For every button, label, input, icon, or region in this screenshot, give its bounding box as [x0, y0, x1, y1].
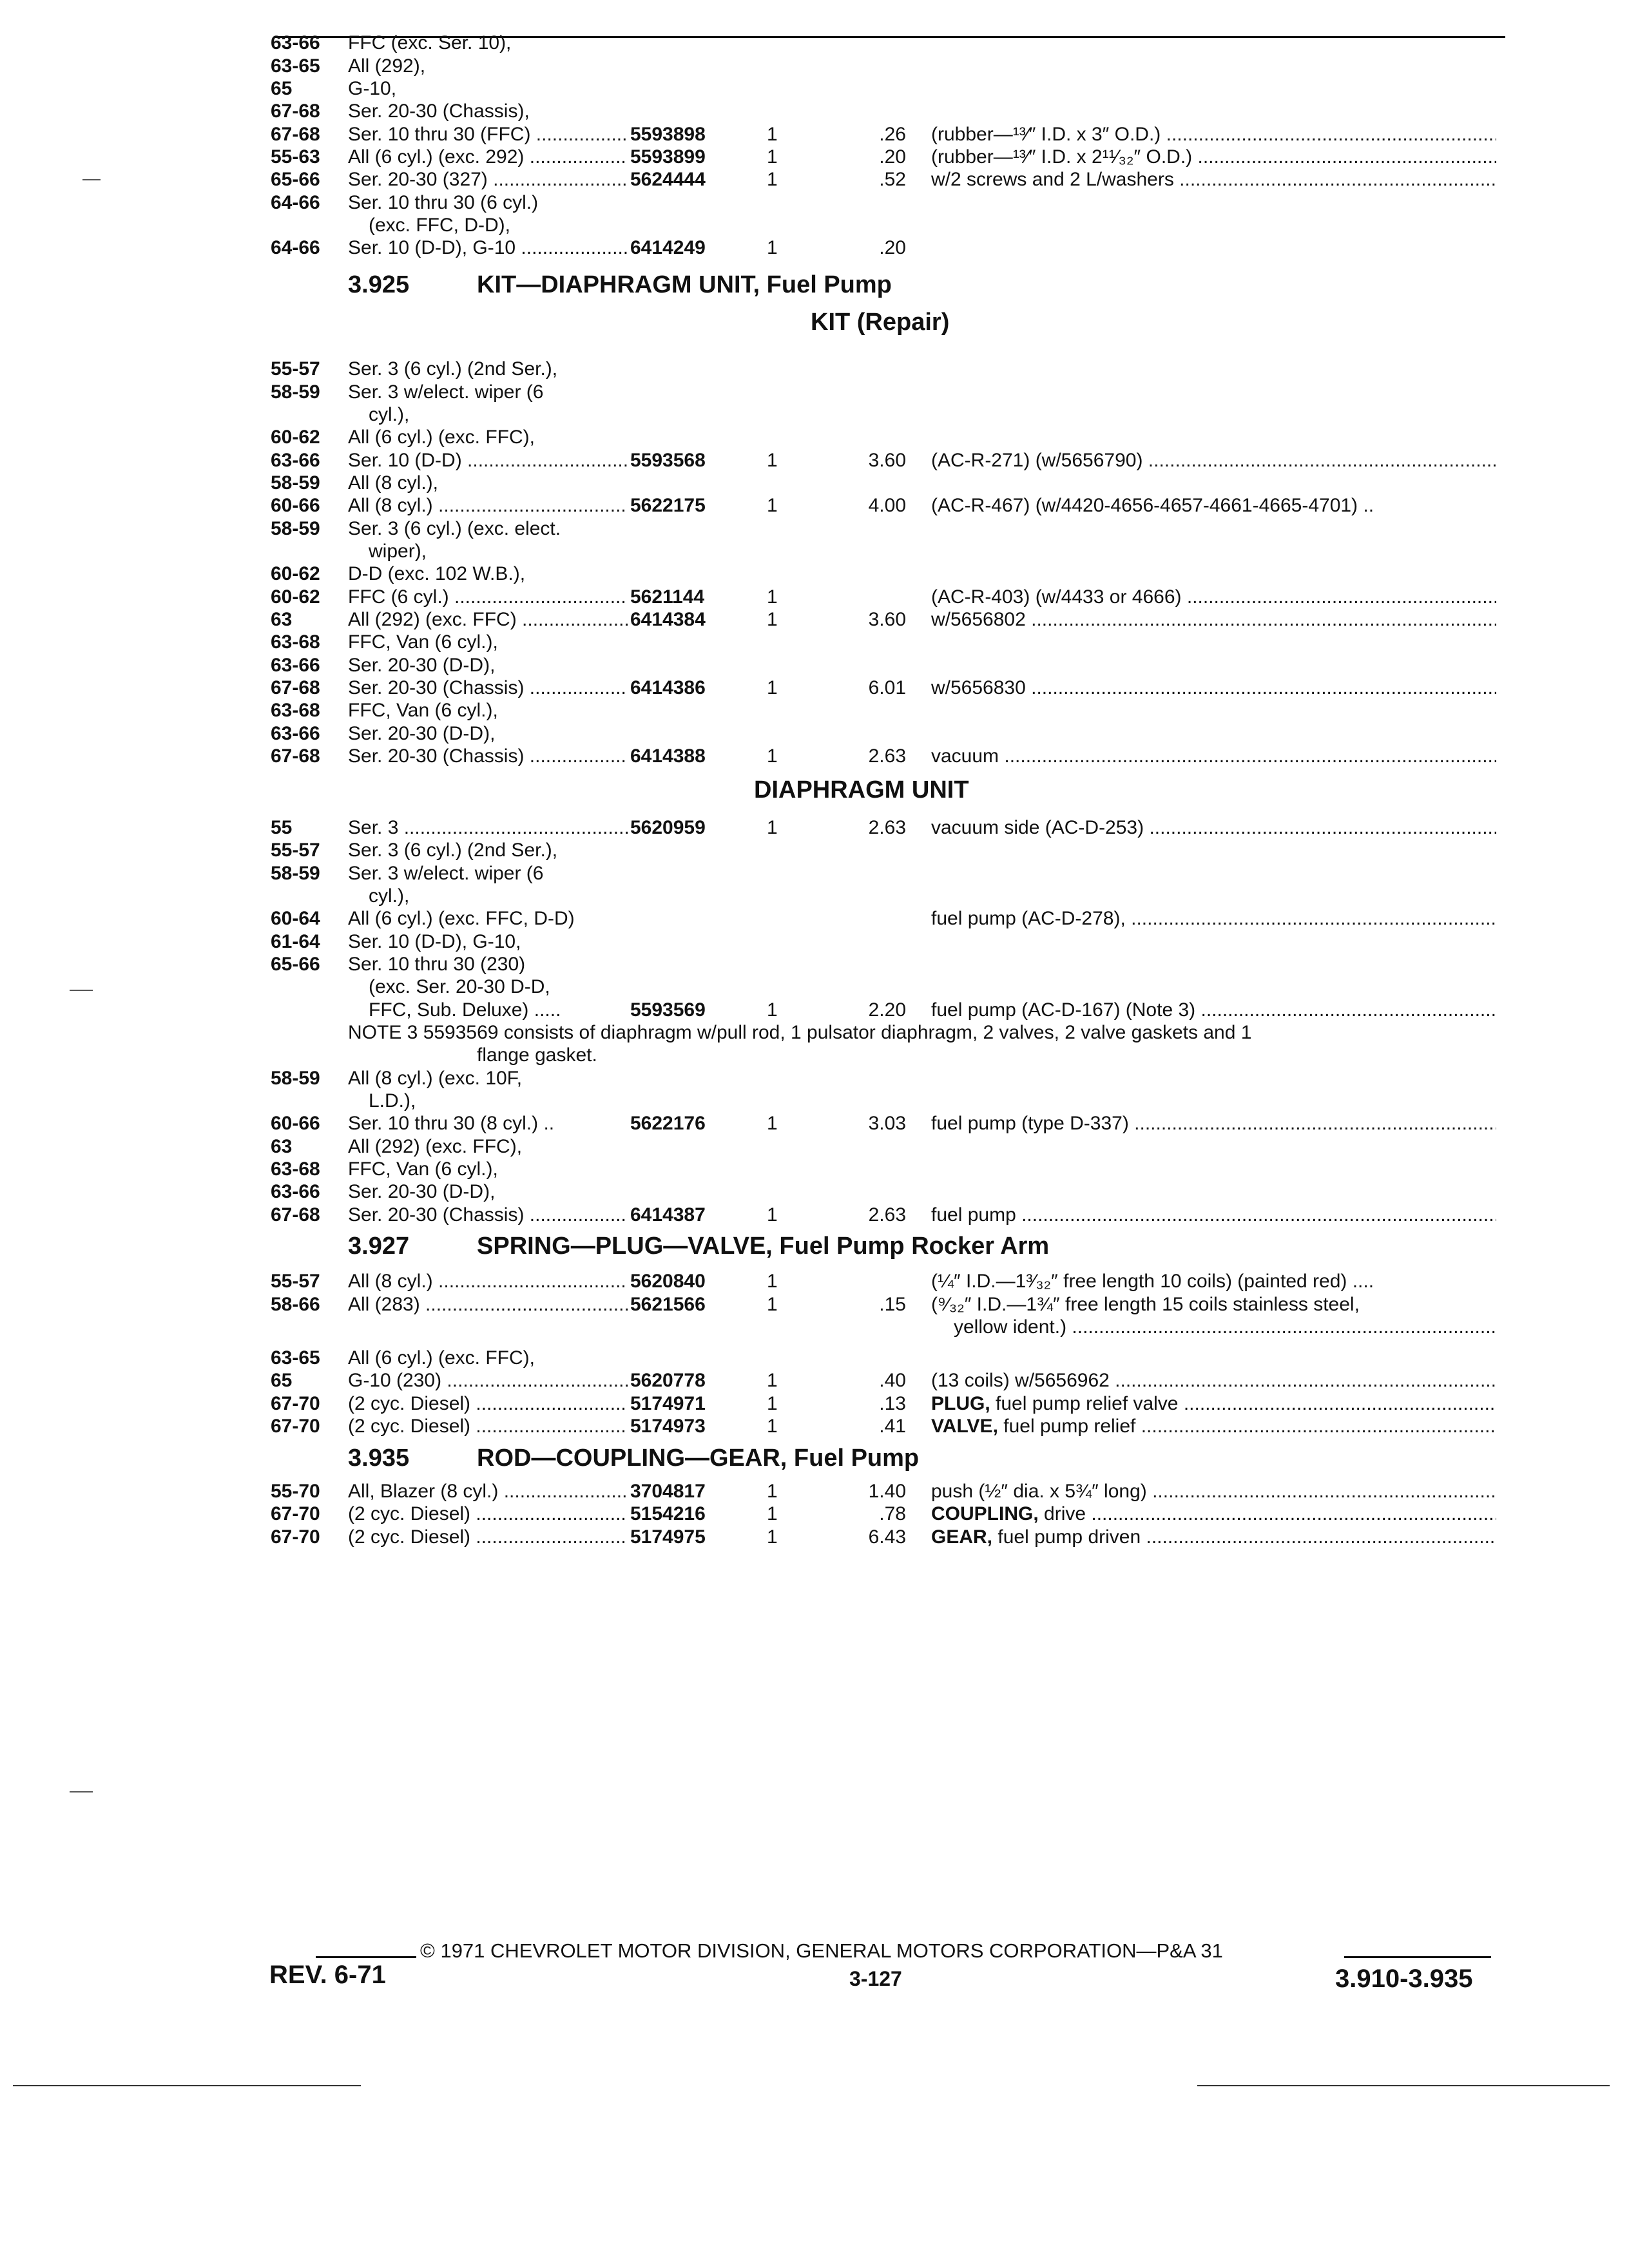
table-row: [0, 1181, 1629, 1203]
remarks-item-name: PLUG,: [931, 1393, 990, 1414]
note-row: [0, 1044, 1629, 1066]
note-text: flange gasket.: [477, 1044, 597, 1066]
table-row: [0, 215, 1629, 236]
table-row: [0, 169, 1629, 191]
part-number: 5622175: [630, 495, 706, 516]
application-description: Ser. 10 (D-D) .....: [348, 450, 628, 472]
remarks: [931, 1503, 1496, 1525]
application-description: Ser. 10 thru 30 (230): [348, 954, 526, 975]
table-row: [0, 1347, 1629, 1369]
quantity: 1: [767, 1503, 778, 1524]
model-years: 67-68: [271, 101, 320, 122]
list-price: .41: [879, 1416, 906, 1437]
table-row: [0, 518, 1629, 540]
footer-rule-right: [1344, 1956, 1491, 1958]
table-row: [0, 381, 1629, 403]
remarks: (AC-R-403) (w/4433 or 4666) .....: [931, 586, 1496, 608]
quantity: 1: [767, 586, 778, 608]
application-description: (2 cyc. Diesel) .....: [348, 1393, 628, 1415]
list-price: 4.00: [868, 495, 906, 516]
application-description: All, Blazer (8 cyl.) .....: [348, 1481, 628, 1503]
application-description-continued: wiper),: [369, 541, 427, 562]
model-years: 63-68: [271, 1158, 320, 1180]
model-years: 60-66: [271, 1113, 320, 1134]
table-row: [0, 1316, 1629, 1338]
list-price: 3.60: [868, 609, 906, 630]
remarks: w/5656802 .....: [931, 609, 1496, 631]
model-years: 60-62: [271, 586, 320, 608]
application-description: All (8 cyl.) .....: [348, 495, 628, 517]
margin-mark: [70, 1791, 93, 1792]
application-description: (2 cyc. Diesel) .....: [348, 1526, 628, 1548]
table-row: [0, 999, 1629, 1021]
application-description: All (292) (exc. FFC) .....: [348, 609, 628, 631]
table-row: [0, 840, 1629, 861]
quantity: 1: [767, 1481, 778, 1502]
quantity: 1: [767, 169, 778, 190]
table-row: [0, 1481, 1629, 1503]
quantity: 1: [767, 124, 778, 145]
model-years: 63: [271, 1136, 293, 1157]
table-row: [0, 1158, 1629, 1180]
table-row: [0, 55, 1629, 77]
application-description: Ser. 20-30 (Chassis),: [348, 101, 530, 122]
application-description: All (6 cyl.) (exc. FFC),: [348, 1347, 535, 1369]
application-description: Ser. 20-30 (327) .....: [348, 169, 628, 191]
section-number: 3.925: [348, 271, 410, 298]
model-years: 60-62: [271, 427, 320, 448]
list-price: 3.03: [868, 1113, 906, 1134]
application-description: Ser. 3 w/elect. wiper (6: [348, 863, 544, 884]
table-row: [0, 124, 1629, 146]
model-years: 60-66: [271, 495, 320, 516]
part-number: 5620959: [630, 817, 706, 838]
model-years: 67-70: [271, 1526, 320, 1548]
remarks-text: fuel pump driven: [998, 1526, 1141, 1548]
quantity: 1: [767, 146, 778, 168]
application-description: Ser. 10 thru 30 (8 cyl.) ..: [348, 1113, 555, 1134]
section-title: KIT—DIAPHRAGM UNIT, Fuel Pump: [477, 271, 892, 298]
application-description: FFC (exc. Ser. 10),: [348, 32, 512, 53]
footer-rule-left: [316, 1956, 416, 1958]
quantity: 1: [767, 450, 778, 471]
list-price: 6.43: [868, 1526, 906, 1548]
table-row: [0, 404, 1629, 426]
table-row: [0, 450, 1629, 472]
list-price: 3.60: [868, 450, 906, 471]
application-description: FFC (6 cyl.) .....: [348, 586, 628, 608]
application-description: All (6 cyl.) (exc. 292) .....: [348, 146, 628, 168]
model-years: 61-64: [271, 931, 320, 952]
application-description-continued: cyl.),: [369, 885, 410, 907]
application-description: Ser. 20-30 (Chassis) .....: [348, 677, 628, 699]
list-price: 6.01: [868, 677, 906, 698]
table-row: [0, 472, 1629, 494]
remarks-text: drive: [1044, 1503, 1086, 1524]
list-price: 1.40: [868, 1481, 906, 1502]
model-years: 67-68: [271, 745, 320, 767]
table-row: [0, 723, 1629, 745]
remarks-text: fuel pump relief valve: [996, 1393, 1179, 1414]
list-price: .26: [879, 124, 906, 145]
table-row: [0, 745, 1629, 767]
table-row: [0, 609, 1629, 631]
model-years: 63-66: [271, 723, 320, 744]
table-row: [0, 954, 1629, 975]
model-years: 60-62: [271, 563, 320, 584]
remarks-continued: yellow ident.) .....: [954, 1316, 1496, 1338]
scan-line: [13, 2085, 361, 2086]
application-description: All (292) (exc. FFC),: [348, 1136, 523, 1157]
model-years: 58-59: [271, 472, 320, 494]
application-description: All (292),: [348, 55, 426, 77]
table-row: [0, 655, 1629, 677]
part-number: 6414387: [630, 1204, 706, 1225]
remarks: w/2 screws and 2 L/washers .....: [931, 169, 1496, 191]
model-years: 58-66: [271, 1294, 320, 1315]
model-years: 65-66: [271, 169, 320, 190]
list-price: .78: [879, 1503, 906, 1524]
model-years: 58-59: [271, 1068, 320, 1089]
quantity: 1: [767, 1370, 778, 1391]
table-row: [0, 1294, 1629, 1316]
application-description-continued: cyl.),: [369, 404, 410, 425]
model-years: 63-68: [271, 631, 320, 653]
remarks-text: fuel pump relief: [1003, 1416, 1136, 1437]
application-description: Ser. 10 thru 30 (6 cyl.): [348, 192, 539, 213]
quantity: 1: [767, 745, 778, 767]
quantity: 1: [767, 495, 778, 516]
application-description: All (8 cyl.),: [348, 472, 439, 494]
model-years: 67-70: [271, 1393, 320, 1414]
application-description: G-10,: [348, 78, 397, 99]
part-number: 3704817: [630, 1481, 706, 1502]
list-price: 2.63: [868, 745, 906, 767]
remarks: (AC-R-467) (w/4420-4656-4657-4661-4665-4701) ..: [931, 495, 1374, 516]
quantity: 1: [767, 609, 778, 630]
quantity: 1: [767, 1294, 778, 1315]
table-row: [0, 1370, 1629, 1392]
model-years: 55-57: [271, 1271, 320, 1292]
table-row: [0, 32, 1629, 54]
quantity: 1: [767, 237, 778, 258]
section-number: 3.927: [348, 1233, 410, 1260]
model-years: 63-66: [271, 450, 320, 471]
remarks: (⁹⁄₃₂″ I.D.—1¾″ free length 15 coils stainless steel,: [931, 1294, 1360, 1315]
application-description: Ser. 20-30 (Chassis) .....: [348, 1204, 628, 1226]
application-description: All (6 cyl.) (exc. FFC),: [348, 427, 535, 448]
table-row: [0, 863, 1629, 885]
part-number: 5620840: [630, 1271, 706, 1292]
list-price: .20: [879, 146, 906, 168]
model-years: 58-59: [271, 381, 320, 403]
part-number: 5622176: [630, 1113, 706, 1134]
application-description: All (8 cyl.) (exc. 10F,: [348, 1068, 523, 1089]
application-description: G-10 (230) .....: [348, 1370, 628, 1392]
model-years: 63: [271, 609, 293, 630]
remarks: (AC-R-271) (w/5656790) .....: [931, 450, 1496, 472]
application-description: (2 cyc. Diesel) .....: [348, 1503, 628, 1525]
application-description: Ser. 3 (6 cyl.) (2nd Ser.),: [348, 840, 558, 861]
list-price: .40: [879, 1370, 906, 1391]
table-row: [0, 976, 1629, 998]
remarks: fuel pump .....: [931, 1204, 1496, 1226]
application-description: D-D (exc. 102 W.B.),: [348, 563, 526, 584]
table-row: [0, 192, 1629, 214]
model-years: 63-65: [271, 1347, 320, 1369]
list-price: 2.20: [868, 999, 906, 1021]
part-number: 6414388: [630, 745, 706, 767]
application-description: Ser. 20-30 (D-D),: [348, 723, 496, 744]
quantity: 1: [767, 1113, 778, 1134]
model-years: 64-66: [271, 237, 320, 258]
table-row: [0, 931, 1629, 953]
remarks: [931, 1416, 1496, 1437]
list-price: .52: [879, 169, 906, 190]
part-number: 5593899: [630, 146, 706, 168]
table-row: [0, 1526, 1629, 1548]
application-description: Ser. 20-30 (D-D),: [348, 655, 496, 676]
remarks: vacuum .....: [931, 745, 1496, 767]
quantity: 1: [767, 1416, 778, 1437]
model-years: 63-66: [271, 32, 320, 53]
note-text: NOTE 3 5593569 consists of diaphragm w/pull rod, 1 pulsator diaphragm, 2 valves, 2 valve gaskets and 1: [348, 1022, 1252, 1043]
application-description: FFC, Van (6 cyl.),: [348, 631, 498, 653]
table-row: [0, 78, 1629, 100]
table-row: [0, 1068, 1629, 1090]
model-years: 63-65: [271, 55, 320, 77]
remarks: [931, 1393, 1496, 1415]
subsection-heading: DIAPHRAGM UNIT: [754, 776, 969, 803]
section-number: 3.935: [348, 1445, 410, 1472]
remarks: (13 coils) w/5656962 .....: [931, 1370, 1496, 1392]
list-price: 2.63: [868, 1204, 906, 1225]
part-number: 5620778: [630, 1370, 706, 1391]
table-row: [0, 101, 1629, 122]
application-description: Ser. 3 w/elect. wiper (6: [348, 381, 544, 403]
model-years: 64-66: [271, 192, 320, 213]
application-description: FFC, Van (6 cyl.),: [348, 700, 498, 721]
table-row: [0, 541, 1629, 562]
model-years: 55-57: [271, 358, 320, 380]
table-row: [0, 495, 1629, 517]
model-years: 55-63: [271, 146, 320, 168]
table-row: [0, 677, 1629, 699]
remarks: (¼″ I.D.—1³⁄₃₂″ free length 10 coils) (painted red) ....: [931, 1271, 1374, 1292]
table-row: [0, 358, 1629, 380]
part-number: 5593568: [630, 450, 706, 471]
model-years: 63-66: [271, 1181, 320, 1202]
table-row: [0, 146, 1629, 168]
application-description: Ser. 3 (6 cyl.) (exc. elect.: [348, 518, 561, 539]
part-number: 5154216: [630, 1503, 706, 1524]
table-row: [0, 1271, 1629, 1293]
application-description: Ser. 20-30 (Chassis) .....: [348, 745, 628, 767]
model-years: 67-70: [271, 1416, 320, 1437]
subsection-heading: KIT (Repair): [811, 309, 950, 336]
remarks-item-name: COUPLING,: [931, 1503, 1039, 1524]
table-row: [0, 237, 1629, 259]
section-title: SPRING—PLUG—VALVE, Fuel Pump Rocker Arm: [477, 1233, 1050, 1260]
remarks: push (½″ dia. x 5¾″ long) .....: [931, 1481, 1496, 1503]
quantity: 1: [767, 1526, 778, 1548]
part-number: 5174973: [630, 1416, 706, 1437]
section-title: ROD—COUPLING—GEAR, Fuel Pump: [477, 1445, 920, 1472]
list-price: .20: [879, 237, 906, 258]
model-years: 65-66: [271, 954, 320, 975]
quantity: 1: [767, 1204, 778, 1225]
application-description-continued: L.D.),: [369, 1090, 416, 1111]
model-years: 63-66: [271, 655, 320, 676]
model-years: 55-57: [271, 840, 320, 861]
remarks: [931, 1526, 1496, 1548]
remarks: vacuum side (AC-D-253) .....: [931, 817, 1496, 839]
list-price: 2.63: [868, 817, 906, 838]
quantity: 1: [767, 817, 778, 838]
table-row: [0, 1204, 1629, 1226]
part-number: 5174971: [630, 1393, 706, 1414]
table-row: [0, 1136, 1629, 1158]
table-row: [0, 700, 1629, 722]
table-row: [0, 1503, 1629, 1525]
application-description: (2 cyc. Diesel) .....: [348, 1416, 628, 1437]
part-number: 5621566: [630, 1294, 706, 1315]
footer-page-number: 3-127: [849, 1967, 902, 1990]
table-row: [0, 885, 1629, 907]
application-description: All (8 cyl.) .....: [348, 1271, 628, 1293]
part-number: 5593898: [630, 124, 706, 145]
table-row: [0, 563, 1629, 585]
table-row: [0, 427, 1629, 448]
application-description-continued: (exc. Ser. 20-30 D-D,: [369, 976, 550, 997]
application-description: All (6 cyl.) (exc. FFC, D-D): [348, 908, 575, 929]
note-row: [0, 1022, 1629, 1044]
model-years: 55-70: [271, 1481, 320, 1502]
quantity: 1: [767, 677, 778, 698]
quantity: 1: [767, 999, 778, 1021]
part-number: 5621144: [630, 586, 705, 608]
part-number: 6414384: [630, 609, 706, 630]
part-number: 5174975: [630, 1526, 706, 1548]
quantity: 1: [767, 1393, 778, 1414]
model-years: 63-68: [271, 700, 320, 721]
footer-copyright: © 1971 CHEVROLET MOTOR DIVISION, GENERAL MOTORS CORPORATION—P&A 31: [420, 1939, 1223, 1962]
list-price: .13: [879, 1393, 906, 1414]
footer-revision: REV. 6-71: [269, 1961, 386, 1989]
footer-group-range: 3.910-3.935: [1335, 1965, 1473, 1993]
table-row: [0, 586, 1629, 608]
table-row: [0, 817, 1629, 839]
remarks-item-name: GEAR,: [931, 1526, 993, 1548]
part-number: 6414386: [630, 677, 706, 698]
table-row: [0, 1090, 1629, 1112]
part-number: 5593569: [630, 999, 706, 1021]
quantity: 1: [767, 1271, 778, 1292]
application-description-continued: FFC, Sub. Deluxe) .....: [369, 999, 561, 1021]
application-description-continued: (exc. FFC, D-D),: [369, 215, 510, 236]
table-row: [0, 908, 1629, 930]
application-description: Ser. 3 (6 cyl.) (2nd Ser.),: [348, 358, 558, 380]
application-description: Ser. 3 .....: [348, 817, 628, 839]
application-description: Ser. 10 (D-D), G-10 .....: [348, 237, 628, 259]
remarks: w/5656830 .....: [931, 677, 1496, 699]
model-years: 67-68: [271, 677, 320, 698]
model-years: 58-59: [271, 863, 320, 884]
model-years: 58-59: [271, 518, 320, 539]
table-row: [0, 1113, 1629, 1135]
application-description: All (283) .....: [348, 1294, 628, 1316]
remarks: fuel pump (AC-D-278), .....: [931, 908, 1496, 930]
model-years: 65: [271, 1370, 293, 1391]
application-description: FFC, Van (6 cyl.),: [348, 1158, 498, 1180]
list-price: .15: [879, 1294, 906, 1315]
model-years: 55: [271, 817, 293, 838]
remarks: fuel pump (type D-337) .....: [931, 1113, 1496, 1135]
application-description: Ser. 10 (D-D), G-10,: [348, 931, 521, 952]
part-number: 6414249: [630, 237, 706, 258]
model-years: 60-64: [271, 908, 320, 929]
model-years: 67-68: [271, 1204, 320, 1225]
model-years: 65: [271, 78, 293, 99]
model-years: 67-70: [271, 1503, 320, 1524]
application-description: Ser. 10 thru 30 (FFC) .....: [348, 124, 628, 146]
remarks: (rubber—¹³⁄″ I.D. x 2¹¹⁄₃₂″ O.D.) .....: [931, 146, 1496, 168]
table-row: [0, 1416, 1629, 1437]
part-number: 5624444: [630, 169, 706, 190]
application-description: Ser. 20-30 (D-D),: [348, 1181, 496, 1202]
remarks: fuel pump (AC-D-167) (Note 3) .....: [931, 999, 1496, 1021]
remarks-item-name: VALVE,: [931, 1416, 998, 1437]
table-row: [0, 1393, 1629, 1415]
model-years: 67-68: [271, 124, 320, 145]
remarks: (rubber—¹³⁄″ I.D. x 3″ O.D.) .....: [931, 124, 1496, 146]
scan-line: [1197, 2085, 1610, 2086]
table-row: [0, 631, 1629, 653]
